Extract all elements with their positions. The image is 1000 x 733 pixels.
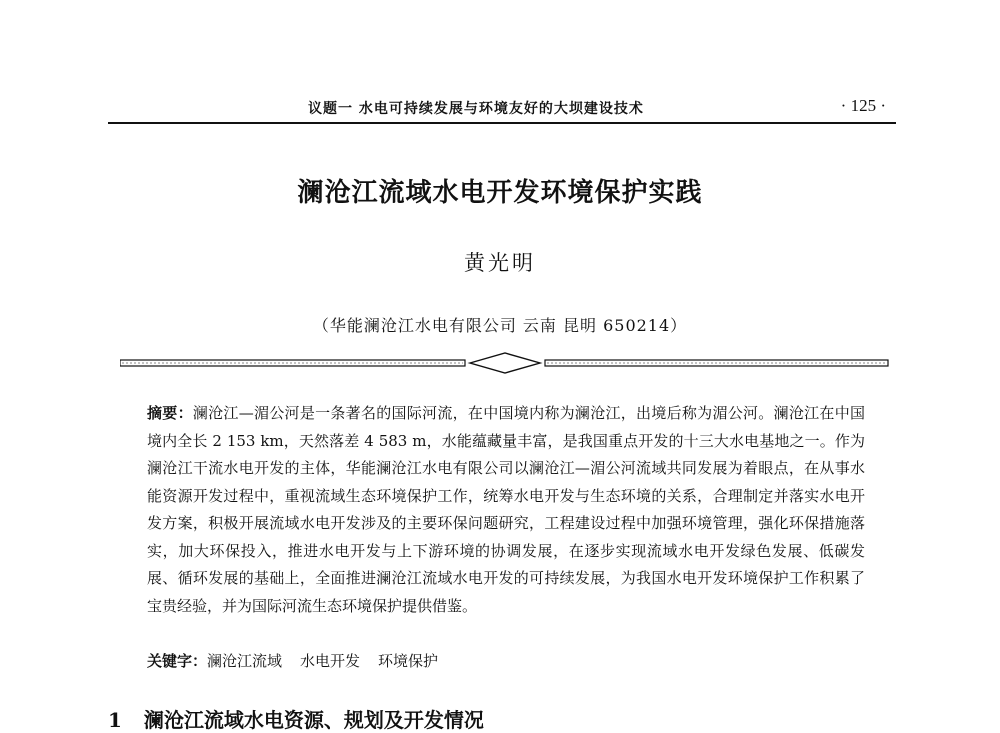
decorative-divider (120, 352, 890, 376)
running-head (108, 92, 896, 124)
article-title: 澜沧江流域水电开发环境保护实践 (297, 178, 703, 208)
running-head-text: 议题一 水电可持续发展与环境友好的大坝建设技术 (308, 101, 644, 117)
author-name: 黄光明 (464, 251, 536, 275)
page-number: · 125 · (840, 96, 886, 115)
keywords (147, 648, 865, 675)
abstract-text: 澜沧江—湄公河是一条著名的国际河流，在中国境内称为澜沧江，出境后称为湄公河。澜沧江在中国境内全长 2 153 km，天然落差 4 583 m，水能蕴藏量丰富，是我国重点开发的十三大水电基地之一。作为澜沧江干流水电开发的主体，华能澜沧江水电有限公司以澜沧江—湄公河流域共同发展为着眼点，在从事水能资源开发过程中，重视流域生态环境保护工作，统筹水电开发与生态环境的关系，合理制定并落实水电开发方案，积极开展流域水电开发涉及的主要环保问题研究，工程建设过程中加强环境管理，强化环保措施落实，加大环保投入，推进水电开发与上下游环境的协调发展，在逐步实现流域水电开发绿色发展、低碳发展、循环发展的基础上，全面推进澜沧江流域水电开发的可持续发展，为我国水电开发环境保护工作积累了宝贵经验，并为国际河流生态环境保护提供借鉴。 (147, 404, 865, 615)
diamond-ornament-icon (470, 353, 540, 373)
section-title: 澜沧江流域水电资源、规划及开发情况 (143, 708, 484, 732)
keyword: 环境保护 (378, 652, 439, 670)
keyword: 水电开发 (300, 652, 361, 670)
keywords-label: 关键字： (147, 652, 208, 670)
keyword: 澜沧江流域 (207, 652, 283, 670)
affiliation: （华能澜沧江水电有限公司 云南 昆明 650214） (312, 316, 688, 335)
section-number: 1 (108, 708, 122, 732)
abstract (147, 400, 865, 620)
section-heading (108, 704, 484, 733)
abstract-label: 摘要： (147, 404, 193, 422)
